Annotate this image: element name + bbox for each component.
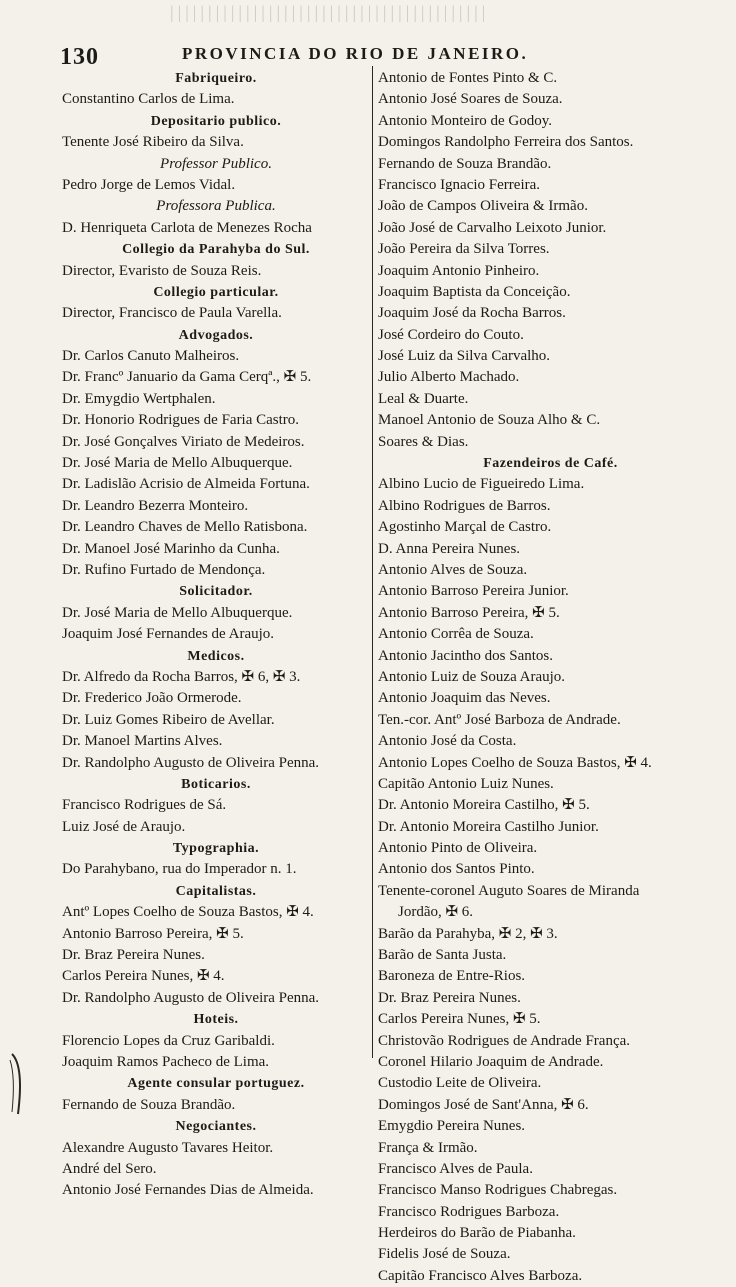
directory-entry: José Luiz da Silva Carvalho. [378,348,551,365]
directory-entry: Dr. Braz Pereira Nunes. [62,947,205,964]
directory-entry: Francisco Rodrigues de Sá. [62,797,227,814]
directory-entry: Antonio Barroso Pereira Junior. [378,583,569,600]
directory-entry: Dr. Frederico João Ormerode. [62,690,242,707]
directory-entry: Capitão Antonio Luiz Nunes. [378,775,554,792]
directory-entry: Antonio Lopes Coelho de Souza Bastos, ✠ 4. [378,754,652,771]
directory-entry: Antonio Joaquim das Neves. [378,690,551,707]
directory-entry: Domingos José de Sant'Anna, ✠ 6. [378,1096,589,1113]
directory-entry: Albino Rodrigues de Barros. [378,497,551,514]
directory-entry: Joaquim José da Rocha Barros. [378,305,566,322]
directory-entry: João Pereira da Silva Torres. [378,241,550,258]
directory-entry: D. Henriqueta Carlota de Menezes Rocha [62,219,312,236]
column-divider [372,66,373,1058]
directory-entry: André del Sero. [62,1160,157,1177]
directory-entry: Director, Francisco de Paula Varella. [62,305,282,322]
section-heading: Agente consular portuguez. [127,1076,305,1092]
directory-entry: Herdeiros do Barão de Piabanha. [378,1225,576,1242]
directory-entry: Joaquim Antonio Pinheiro. [378,262,540,279]
directory-entry: Dr. Luiz Gomes Ribeiro de Avellar. [62,711,275,728]
section-heading: Collegio particular. [153,284,279,300]
section-heading: Hoteis. [193,1012,239,1028]
page-number: 130 [60,44,99,70]
directory-entry: Agostinho Marçal de Castro. [378,519,552,536]
role-subheading: Professora Publica. [156,198,276,215]
section-heading: Typographia. [172,841,260,857]
directory-entry: Soares & Dias. [378,433,469,450]
running-title: PROVINCIA DO RIO DE JANEIRO. [182,44,529,63]
directory-entry: Antonio José Soares de Souza. [378,91,563,108]
directory-entry: Carlos Pereira Nunes, ✠ 4. [62,968,225,985]
directory-entry: Joaquim Baptista da Conceição. [378,283,571,300]
directory-entry: Dr. Antonio Moreira Castilho, ✠ 5. [378,797,590,814]
section-heading: Medicos. [187,648,245,664]
directory-entry: Manoel Antonio de Souza Alho & C. [378,412,601,429]
directory-entry: Dr. Emygdio Wertphalen. [62,390,216,407]
right-column [378,68,723,1287]
directory-entry: Francisco Ignacio Ferreira. [378,176,541,193]
directory-entry: Dr. Leandro Bezerra Monteiro. [62,497,249,514]
section-heading: Fazendeiros de Café. [483,456,618,472]
directory-entry: Florencio Lopes da Cruz Garibaldi. [62,1032,275,1049]
directory-entry: Jordão, ✠ 6. [398,904,474,921]
section-heading: Boticarios. [181,776,251,792]
directory-entry: Francisco Alves de Paula. [378,1160,533,1177]
directory-entry: João José de Carvalho Leixoto Junior. [378,219,607,236]
section-heading: Collegio da Parahyba do Sul. [122,242,310,258]
left-column [62,68,370,1202]
directory-entry: Antº Lopes Coelho de Souza Bastos, ✠ 4. [62,904,314,921]
directory-entry: Capitão Francisco Alves Barboza. [378,1267,583,1284]
directory-entry: Barão de Santa Justa. [378,947,507,964]
section-heading: Depositario publico. [150,113,282,129]
directory-entry: França & Irmão. [378,1139,478,1156]
directory-entry: Dr. Rufino Furtado de Mendonça. [62,561,266,578]
directory-entry: Christovão Rodrigues de Andrade França. [378,1032,631,1049]
directory-entry: Antonio Jacintho dos Santos. [378,647,553,664]
directory-entry: Antonio de Fontes Pinto & C. [378,70,558,86]
directory-entry: Do Parahybano, rua do Imperador n. 1. [62,861,297,878]
directory-entry: Leal & Duarte. [378,390,469,407]
section-heading: Negociantes. [175,1119,257,1135]
directory-entry: Fidelis José de Souza. [378,1246,511,1263]
directory-entry: Carlos Pereira Nunes, ✠ 5. [378,1011,541,1028]
directory-entry: Dr. Ladislão Acrisio de Almeida Fortuna. [62,476,310,493]
directory-entry: Fernando de Souza Brandão. [378,155,552,172]
directory-entry: Joaquim José Fernandes de Araujo. [62,626,275,643]
directory-entry: Dr. Randolpho Augusto de Oliveira Penna. [62,989,320,1006]
directory-entry: Francisco Rodrigues Barboza. [378,1203,560,1220]
directory-entry: Antonio Luiz de Souza Araujo. [378,668,566,685]
directory-entry: Antonio José da Costa. [378,733,517,750]
directory-entry: Domingos Randolpho Ferreira dos Santos. [378,134,634,151]
directory-entry: Dr. Leandro Chaves de Mello Ratisbona. [62,519,308,536]
directory-entry: Dr. Manoel Martins Alves. [62,733,223,750]
directory-entry: Constantino Carlos de Lima. [62,91,235,108]
role-subheading: Professor Publico. [160,155,272,172]
directory-entry: Francisco Manso Rodrigues Chabregas. [378,1182,618,1199]
directory-entry: Antonio Pinto de Oliveira. [378,840,538,857]
directory-entry: Dr. José Maria de Mello Albuquerque. [62,604,293,621]
directory-entry: João de Campos Oliveira & Irmão. [378,198,588,215]
directory-entry: Antonio dos Santos Pinto. [378,861,535,878]
directory-entry: Antonio Barroso Pereira, ✠ 5. [62,925,244,942]
directory-entry: Director, Evaristo de Souza Reis. [62,262,262,279]
directory-entry: Tenente José Ribeiro da Silva. [62,134,244,151]
directory-entry: Dr. Francº Januario da Gama Cerqª., ✠ 5. [62,369,312,386]
directory-entry: Coronel Hilario Joaquim de Andrade. [378,1053,604,1070]
directory-entry: Antonio Alves de Souza. [378,561,528,578]
directory-entry: Barão da Parahyba, ✠ 2, ✠ 3. [378,925,558,942]
directory-entry: Alexandre Augusto Tavares Heitor. [62,1139,274,1156]
directory-entry: Antonio Monteiro de Godoy. [378,112,553,129]
directory-entry: Custodio Leite de Oliveira. [378,1075,542,1092]
directory-entry: Dr. Manoel José Marinho da Cunha. [62,540,280,557]
directory-entry: Dr. José Maria de Mello Albuquerque. [62,455,293,472]
section-heading: Fabriqueiro. [175,71,257,86]
directory-entry: D. Anna Pereira Nunes. [378,540,521,557]
directory-entry: Dr. Alfredo da Rocha Barros, ✠ 6, ✠ 3. [62,668,301,685]
directory-entry: Tenente-coronel Auguto Soares de Miranda [378,882,640,899]
directory-entry: José Cordeiro do Couto. [378,326,524,343]
directory-entry: Pedro Jorge de Lemos Vidal. [62,176,236,193]
directory-entry: Luiz José de Araujo. [62,818,186,835]
section-heading: Capitalistas. [175,883,257,899]
directory-entry: Antonio José Fernandes Dias de Almeida. [62,1182,314,1199]
directory-entry: Albino Lucio de Figueiredo Lima. [378,476,585,493]
directory-entry: Dr. Honorio Rodrigues de Faria Castro. [62,412,300,429]
directory-entry: Baroneza de Entre-Rios. [378,968,526,985]
directory-entry: Antonio Corrêa de Souza. [378,626,534,643]
directory-entry: Fernando de Souza Brandão. [62,1096,236,1113]
bleed-through-text: |||||||||||||||||||||||||||||||||||||||||| [170,2,490,22]
directory-entry: Dr. José Gonçalves Viriato de Medeiros. [62,433,305,450]
directory-entry: Emygdio Pereira Nunes. [378,1118,526,1135]
directory-entry: Joaquim Ramos Pacheco de Lima. [62,1053,270,1070]
directory-entry: Dr. Carlos Canuto Malheiros. [62,348,240,365]
directory-entry: Ten.-cor. Antº José Barboza de Andrade. [378,711,621,728]
binding-mark-icon [6,1052,30,1116]
directory-entry: Dr. Antonio Moreira Castilho Junior. [378,818,599,835]
directory-entry: Dr. Randolpho Augusto de Oliveira Penna. [62,754,320,771]
section-heading: Solicitador. [179,584,253,600]
section-heading: Advogados. [178,327,254,343]
directory-entry: Julio Alberto Machado. [378,369,520,386]
directory-entry: Dr. Braz Pereira Nunes. [378,989,521,1006]
directory-entry: Antonio Barroso Pereira, ✠ 5. [378,604,560,621]
